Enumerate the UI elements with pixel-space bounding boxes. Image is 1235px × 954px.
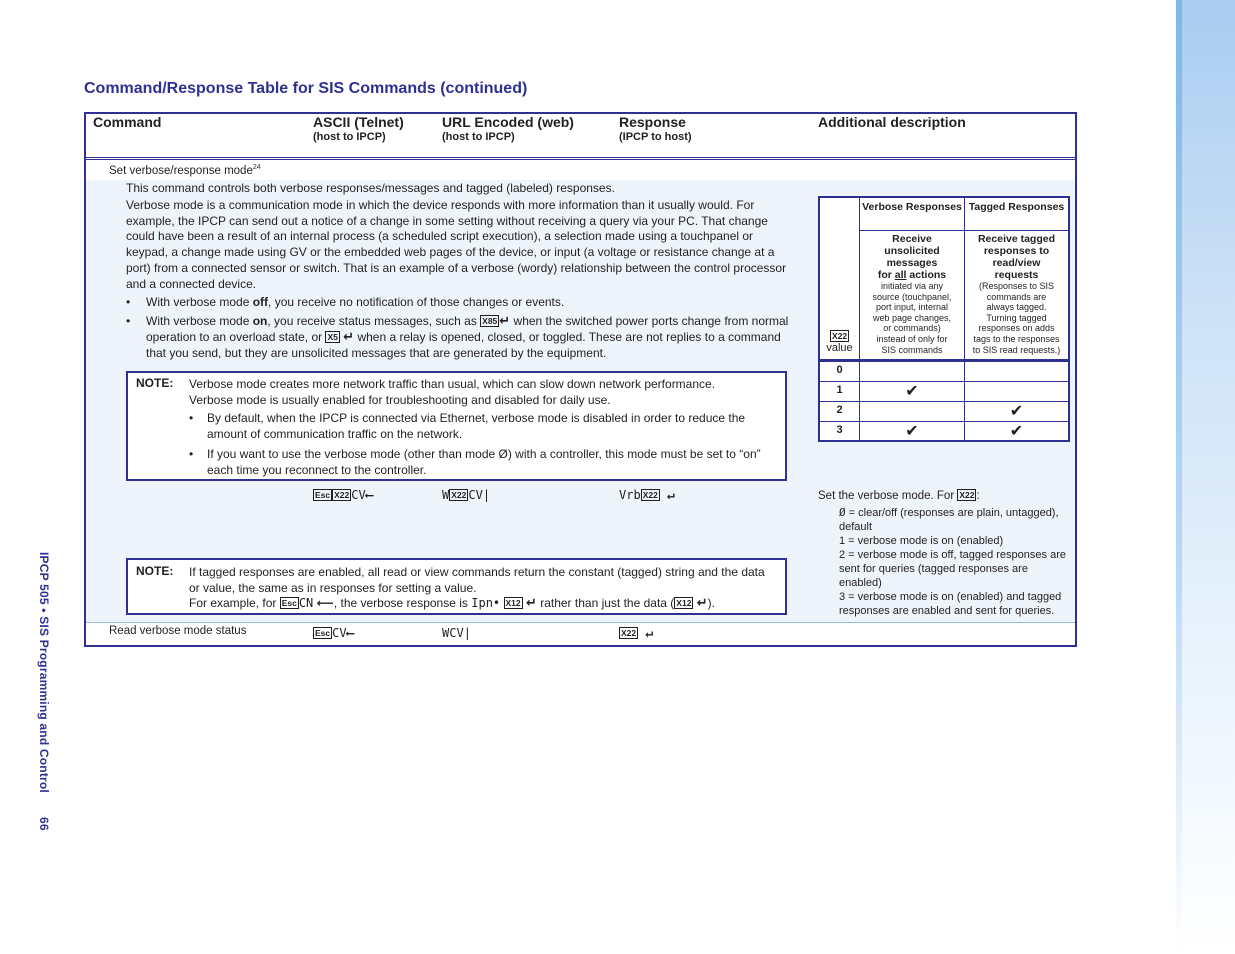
row-title-read-verbose: Read verbose mode status [109,625,247,637]
var-x12: X12 [676,598,692,608]
desc-key: 3 [839,591,846,603]
col-header-url-sub: (host to IPCP) [442,131,515,143]
vt-for: for [877,269,895,281]
vt-tagged-detail-line: tags to the responses [973,333,1060,344]
vt-actions: actions [906,269,947,281]
col-header-command: Command [93,114,162,130]
vt-tagged-bold-line: read/view [992,257,1041,269]
return-icon: ↵ [667,488,675,503]
vt-head-tagged: Tagged Responses [968,201,1065,213]
vt-tagged-detail-line: always tagged. [986,302,1047,313]
url-set-verbose [442,488,490,502]
url-cmd-text: CV [468,488,483,502]
esc-key-icon: Esc [315,490,331,500]
doc-title: IPCP 505 • SIS Programming and Control [37,552,51,793]
ascii-read-verbose [313,626,354,640]
vt-verbose-detail-line: port input, internal [875,302,949,313]
return-icon: ↵ [645,626,654,641]
desc-intro-text: Set the verbose mode. For [818,490,955,502]
left-arrow-icon: ⟵ [316,596,334,610]
desc-key: 1 [839,535,846,547]
response-read-verbose [619,626,653,641]
response-prefix: Vrb [619,488,641,502]
vt-verbose-detail-line: web page changes, [872,312,952,323]
desc-key: Ø [839,506,846,519]
note-line2: Verbose mode is usually enabled for troubleshooting and disabled for daily use. [189,393,611,407]
checkmark-icon: ✔ [905,423,919,440]
return-icon: ↵ [343,329,355,344]
col-header-ascii-label: ASCII (Telnet) [313,114,404,130]
vt-tagged-detail-line: responses on adds [978,323,1055,334]
esc-key-icon: Esc [281,598,297,608]
col-header-url-label: URL Encoded (web) [442,114,574,130]
var-x22: X22 [831,331,848,341]
vt-tagged-bold-line: Receive tagged [977,233,1056,245]
vt-hline [860,230,1068,231]
vt-all: all [894,269,907,281]
note2-mid: , the verbose response is [333,596,472,610]
note2-post: ). [707,596,716,610]
ascii-set-verbose [313,488,373,502]
page-edge-strip [1176,0,1182,954]
note-verbose-traffic [126,371,787,481]
note2-line2: or value, the same as in responses for setting a value. [189,581,477,595]
col-header-ascii-sub: (host to IPCP) [313,131,386,143]
vt-value-header [820,330,859,354]
vt-verbose-detail-line: initiated via any [880,281,944,291]
note2-mid2: rather than just the data ( [536,596,675,610]
verbose-paragraph: Verbose mode is a communication mode in which the device responds with more information than it usually would. For example, the IPCP can send out a notice of a change in some setting without receiving a query via your PC. That change could have been a result of an internal process (a scheduled script execution), a selection made using a touchpanel or keypad, a change made using GV or the embedded web pages of the device, or input (a voltage or resistance change at a port) from a connected sensor or switch. That is an example of a verbose (wordy) relationship between the control processor and a connected device. [126,198,787,291]
vt-hline-double [820,359,1068,362]
note2-resp: Ipn• [471,596,501,610]
note-bullet-default: By default, when the IPCP is connected via Ethernet, verbose mode is disabled in order to reduce the amount of communication traffic on the network. [207,411,746,441]
desc-text: = verbose mode is off, tagged responses are sent for queries (tagged responses are enabled) [839,549,1066,589]
note-label: NOTE: [136,564,174,578]
url-cmd-text: WCV [442,626,464,640]
return-icon: ↵ [525,595,537,610]
bullet-dot: • [189,411,194,425]
var-x22: X22 [451,490,467,500]
ascii-cmd-text: CV [332,626,347,640]
vt-row-value: 1 [836,384,843,396]
desc-intro: Set the verbose mode. For X22 : [818,490,980,502]
col-header-url [442,114,574,143]
page-number: 66 [37,816,51,831]
note2-line3 [189,595,779,611]
checkmark-icon: ✔ [1009,403,1024,420]
bullet-on-mid2: when the switched power ports change from normal operation to an overload state, or [146,314,789,344]
vt-tagged-desc [965,233,1068,355]
bullet-on-pre: With verbose mode [146,314,253,328]
row-title-set-verbose [109,160,261,179]
vt-verbose-detail-line: instead of only for [876,333,948,344]
vt-tagged-detail-line: commands are [986,291,1047,302]
page-edge-gradient [1176,0,1235,954]
response-set-verbose [619,488,675,503]
var-x12: X12 [505,598,521,608]
vt-verbose-desc [860,233,964,355]
left-arrow-icon: ⟵ [346,626,354,640]
bullet-on [146,313,794,361]
vt-tagged-detail-line: to SIS read requests.) [972,344,1061,355]
url-cmd-prefix: W [442,488,450,502]
var-x22: X22 [642,490,658,500]
col-header-ascii [313,114,404,143]
col-header-response [619,114,692,143]
vt-verbose-for-all [860,269,964,281]
var-x22: X22 [959,490,975,500]
bullet-dot: • [126,295,131,309]
vt-row-value: 3 [836,424,843,436]
var-x5: X5 [327,332,338,342]
vt-head-verbose: Verbose Responses [862,201,962,213]
desc-item-2 [839,548,1069,590]
bullet-off-post: , you receive no notification of those changes or events. [268,295,565,309]
note-line1: Verbose mode creates more network traffic than usual, which can slow down network performance. [189,377,716,391]
esc-key-icon: Esc [315,628,331,638]
desc-key: 2 [839,549,846,561]
note2-line1: If tagged responses are enabled, all read or view commands return the constant (tagged) string and the data [189,565,765,579]
bullet-on-mid: , you receive status messages, such as [267,314,481,328]
col-header-response-sub: (IPCP to host) [619,131,692,143]
bullet-dot: • [189,447,194,461]
left-arrow-icon: ⟵ [365,488,373,502]
note2-pre: For example, for [189,596,280,610]
vt-value-label: value [826,342,853,354]
vt-verbose-bold-line: messages [886,257,938,269]
intro-text: This command controls both verbose responses/messages and tagged (labeled) responses. [126,181,615,195]
bullet-on-bold: on [252,314,268,328]
desc-item-1 [839,534,1069,548]
vt-row-value: 2 [836,404,843,416]
desc-text: = clear/off (responses are plain, untagged), default [839,507,1059,533]
var-x85: X85 [482,316,498,326]
row-title-text: Set verbose/response mode [109,164,253,177]
var-x22: X22 [334,490,350,500]
col-header-additional: Additional description [818,114,966,130]
running-footer [37,552,51,831]
bullet-dot: • [126,314,131,328]
bullet-off-bold: off [252,295,269,309]
vt-tagged-bold-line: requests [994,269,1039,281]
vt-tagged-detail-line: Turning tagged [986,312,1047,323]
vt-verbose-detail-line: or commands) [883,323,941,334]
desc-item-3 [839,590,1069,618]
bullet-on-post: when a relay is opened, closed, or toggled. These are not replies to a command that you send, but they are unsolicited messages that are generated by the equipment. [146,330,781,360]
bullet-off [146,294,796,310]
section-title: Command/Response Table for SIS Commands (continued) [84,80,528,97]
vt-row-value: 0 [836,364,843,376]
note2-cmd: CN [298,596,314,610]
bullet-off-pre: With verbose mode [146,295,253,309]
footnote-ref: 24 [252,164,261,171]
return-icon: ↵ [499,313,511,328]
note-tagged-responses [126,558,787,615]
vt-verbose-detail-line: source (touchpanel, [872,291,952,302]
var-x22: X22 [621,628,637,638]
vt-tagged-detail-line: (Responses to SIS [978,281,1055,291]
url-read-verbose [442,626,471,640]
vt-verbose-bold-line: Receive [892,233,932,245]
note-label: NOTE: [136,376,174,390]
desc-text: = verbose mode is on (enabled) and tagged responses are enabled and sent for queries. [839,591,1062,617]
checkmark-icon: ✔ [905,383,919,400]
ascii-cmd-text: CV [351,488,366,502]
col-header-response-label: Response [619,114,686,130]
pipe-icon: | [463,626,471,640]
checkmark-icon: ✔ [1009,423,1024,440]
desc-item-0 [839,506,1069,534]
return-icon: ↵ [696,595,708,610]
desc-text: = verbose mode is on (enabled) [845,535,1004,547]
pipe-icon: | [482,488,491,502]
note-bullet-controller: If you want to use the verbose mode (other than mode Ø) with a controller, this mode must be set to “on” each time you reconnect to the controller. [207,447,761,477]
vt-verbose-bold-line: unsolicited [884,245,940,257]
vt-tagged-bold-line: responses to [983,245,1050,257]
verbose-mode-table [818,196,1070,442]
vt-verbose-detail-line: SIS commands [881,344,943,355]
